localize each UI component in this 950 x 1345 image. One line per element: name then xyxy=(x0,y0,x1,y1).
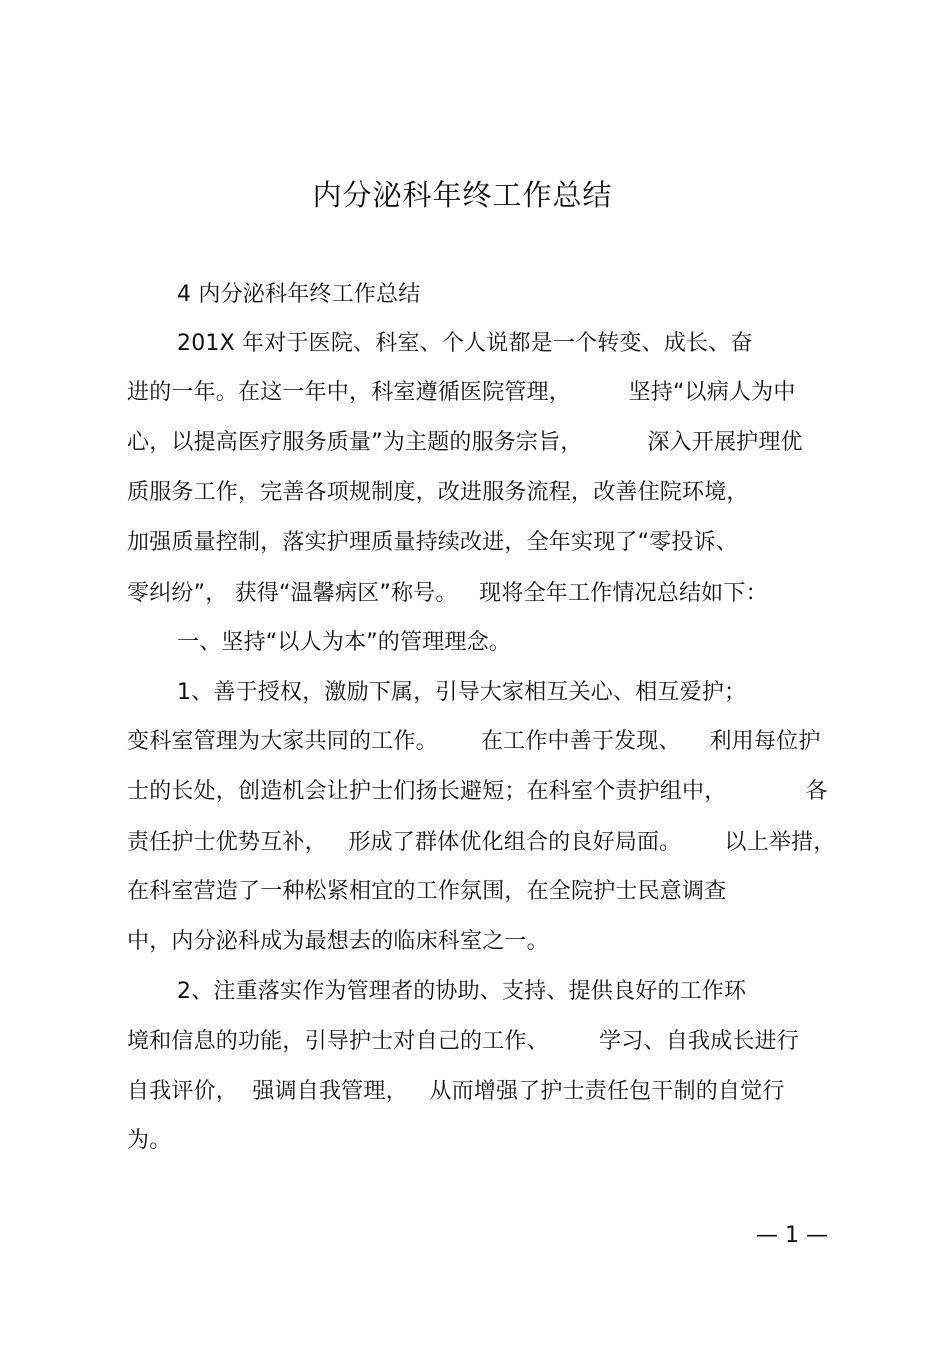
document-title: 内分泌科年终工作总结 xyxy=(312,178,613,212)
paragraph-line: 中，内分泌科成为最想去的临床科室之一。 xyxy=(127,929,549,954)
section-heading: 一、坚持“以人为本”的管理理念。 xyxy=(177,630,511,655)
paragraph-line: 士的长处，创造机会让护士们扬长避短；在科室个责护组中， 各 xyxy=(127,779,828,804)
paragraph-line: 在科室营造了一种松紧相宜的工作氛围，在全院护士民意调查 xyxy=(127,879,727,904)
paragraph-line: 自我评价， 强调自我管理， 从而增强了护士责任包干制的自觉行 xyxy=(127,1079,785,1104)
paragraph-line: 201X 年对于医院、科室、个人说都是一个转变、成长、奋 xyxy=(177,331,753,356)
page-number: — 1 — xyxy=(756,1223,828,1248)
paragraph-line: 加强质量控制，落实护理质量持续改进，全年实现了“零投诉、 xyxy=(127,530,738,555)
paragraph-line: 心，以提高医疗服务质量”为主题的服务宗旨， 深入开展护理优 xyxy=(127,430,803,455)
paragraph-line: 质服务工作，完善各项规制度，改进服务流程，改善住院环境， xyxy=(127,480,749,505)
paragraph-line: 进的一年。在这一年中，科室遵循医院管理， 坚持“以病人为中 xyxy=(127,380,796,405)
paragraph-line: 责任护士优势互补， 形成了群体优化组合的良好局面。 以上举措， xyxy=(127,830,836,855)
paragraph-line: 零纠纷”， 获得“温馨病区”称号。 现将全年工作情况总结如下： xyxy=(127,581,768,606)
paragraph-line: 变科室管理为大家共同的工作。 在工作中善于发现、 利用每位护 xyxy=(127,729,821,754)
paragraph-line: 1、善于授权，激励下属，引导大家相互关心、相互爱护； xyxy=(177,680,747,705)
paragraph-line: 境和信息的功能，引导护士对自己的工作、 学习、自我成长进行 xyxy=(127,1029,799,1054)
document-subtitle: 4 内分泌科年终工作总结 xyxy=(177,282,421,307)
paragraph-line: 为。 xyxy=(127,1128,172,1153)
paragraph-line: 2、注重落实作为管理者的协助、支持、提供良好的工作环 xyxy=(177,979,747,1004)
